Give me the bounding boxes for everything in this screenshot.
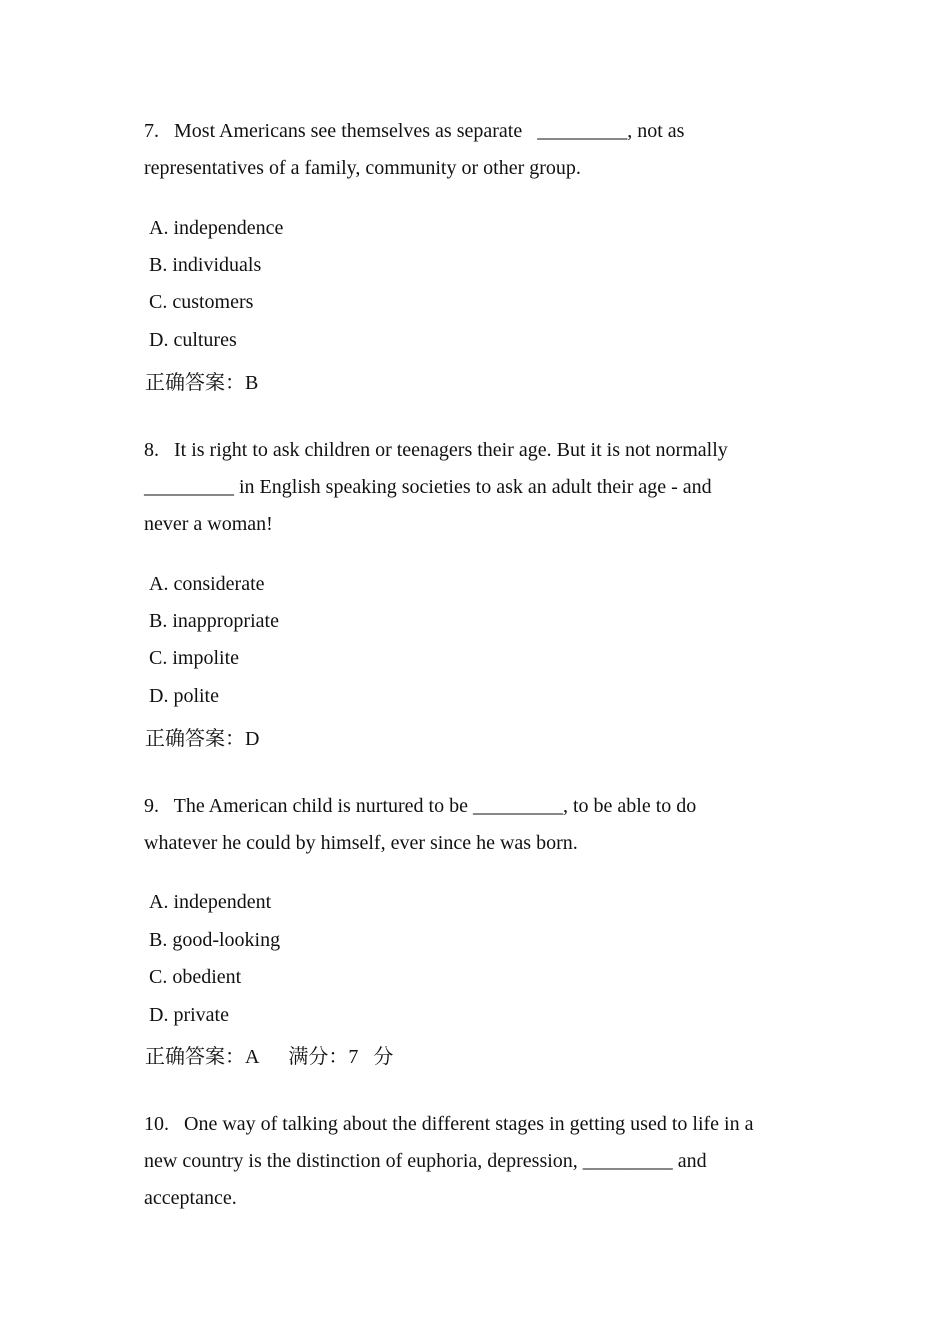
question-7-line-2: representatives of a family, community or other group.: [144, 157, 581, 179]
question-10-line-2: new country is the distinction of euphoria, depression, _________ and: [144, 1150, 707, 1172]
question-10-line-1: 10. One way of talking about the different stages in getting used to life in a: [144, 1113, 754, 1135]
question-9-line-1: 9. The American child is nurtured to be _________, to be able to do: [144, 795, 697, 817]
question-7-option-c: C. customers: [149, 291, 254, 313]
question-8-option-c: C. impolite: [149, 647, 239, 669]
question-8-option-b: B. inappropriate: [149, 610, 279, 632]
question-9-option-b: B. good-looking: [149, 929, 281, 951]
question-10-line-3: acceptance.: [144, 1187, 237, 1209]
question-8-line-1: 8. It is right to ask children or teenagers their age. But it is not normally: [144, 439, 728, 461]
question-9-option-a: A. independent: [149, 891, 272, 913]
question-7-option-b: B. individuals: [149, 254, 262, 276]
question-9-line-2: whatever he could by himself, ever since he was born.: [144, 832, 578, 854]
question-9-answer: 正确答案：A 满分：7 分: [145, 1046, 394, 1068]
question-9-option-d: D. private: [149, 1004, 229, 1026]
question-7-answer: 正确答案：B: [145, 372, 259, 394]
question-8-option-a: A. considerate: [149, 573, 265, 595]
question-7-line-1: 7. Most Americans see themselves as separate _________, not as: [144, 120, 685, 142]
question-8-line-3: never a woman!: [144, 513, 273, 535]
question-7-option-d: D. cultures: [149, 329, 237, 351]
question-9-option-c: C. obedient: [149, 966, 242, 988]
question-7-option-a: A. independence: [149, 217, 284, 239]
question-8-line-2: _________ in English speaking societies to ask an adult their age - and: [144, 476, 712, 498]
question-8-answer: 正确答案：D: [145, 728, 260, 750]
question-8-option-d: D. polite: [149, 685, 219, 707]
